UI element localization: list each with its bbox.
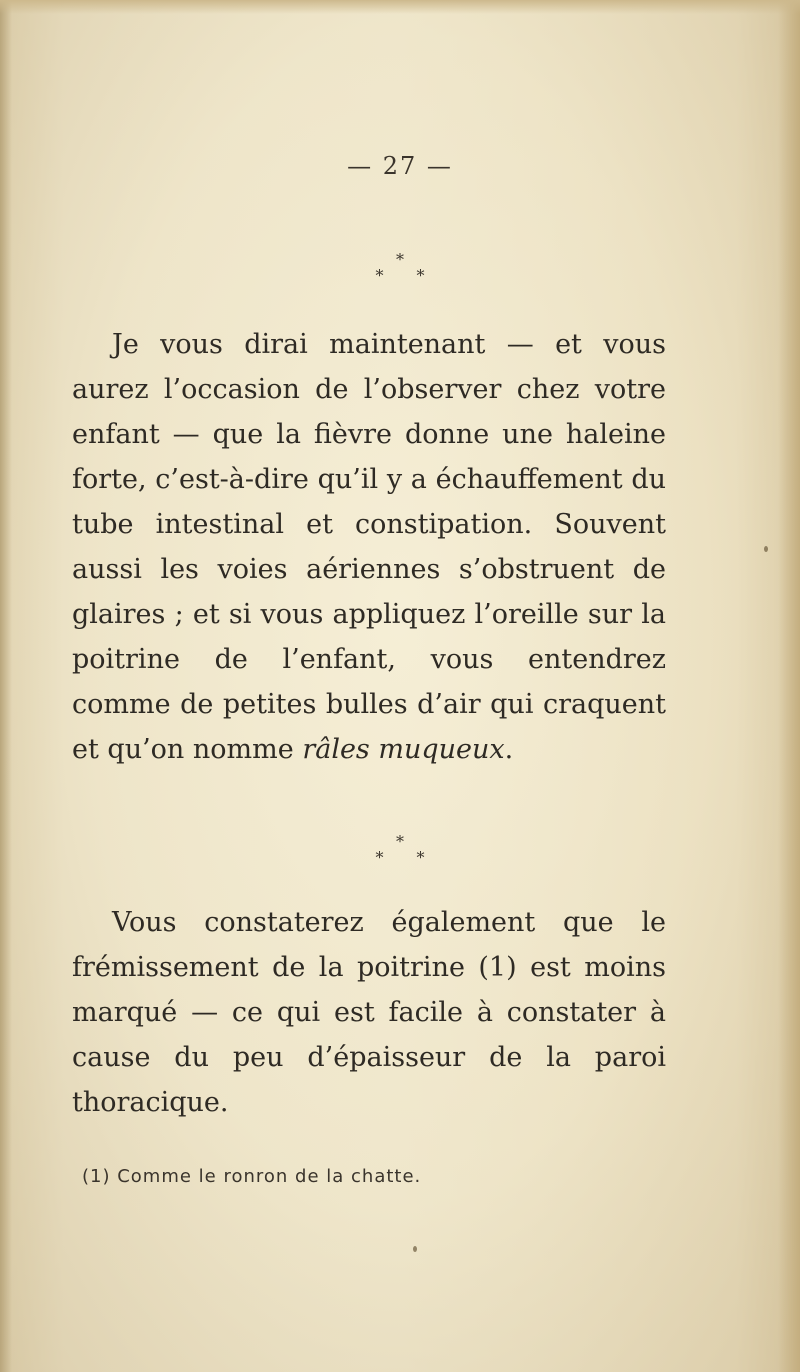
footnote: (1) Comme le ronron de la chatte. <box>82 1166 422 1187</box>
asterism-bottom-stars: * * <box>375 266 439 285</box>
paragraph-1 <box>72 322 666 772</box>
section-asterism <box>0 834 800 866</box>
page-edge-top <box>0 0 800 14</box>
paragraph-2 <box>72 900 666 1125</box>
paragraph-1-text: Je vous dirai maintenant — et vous aurez l’occasion de l’observer chez votre enfant — que la fièvre donne une haleine forte, c’est-à-dire qu’il y a échauffement du tube intestinal et constipation. Souvent aussi les voies aériennes s’obstruent de glaires ; et si vous appliquez l’oreille sur la poitrine de l’enfant, vous entendrez comme de petites bulles d’air qui craquent et qu’on nomme <box>72 329 666 765</box>
asterism-top-star: * <box>396 832 404 851</box>
paper-speck <box>413 1246 417 1252</box>
paper-speck <box>764 546 768 552</box>
page-edge-left <box>0 0 12 1372</box>
paragraph-1-italic-term: râles muqueux <box>302 734 505 765</box>
paragraph-1-end: . <box>504 734 514 765</box>
paragraph-2-text: Vous constaterez également que le frémissement de la poitrine (1) est moins marqué — ce qui est facile à constater à cause du peu d’épaisseur de la paroi thoracique. <box>72 907 666 1118</box>
section-asterism <box>0 252 800 284</box>
page-number: — 27 — <box>347 152 453 180</box>
page-edge-right <box>778 0 800 1372</box>
asterism-bottom-stars: * * <box>375 848 439 867</box>
asterism-top-star: * <box>396 250 404 269</box>
